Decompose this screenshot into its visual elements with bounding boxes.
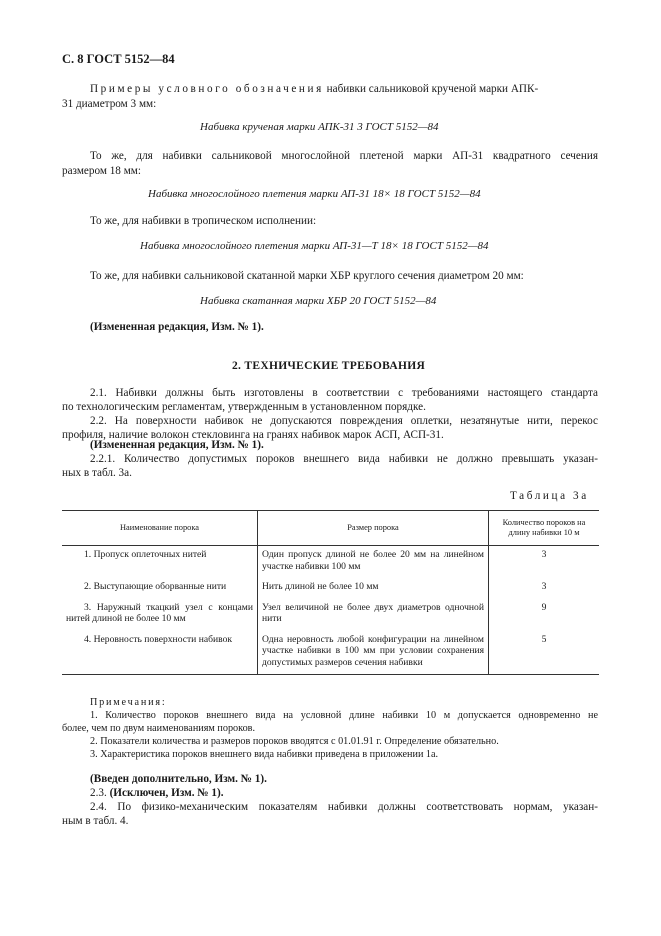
- page-header: С. 8 ГОСТ 5152—84: [62, 52, 175, 66]
- note-2: 2. Показатели количества и размеров пороков вводятся с 01.01.91 г. Определение обязательно.: [90, 736, 499, 747]
- clause-2-3: [90, 786, 224, 801]
- defect-count-cell: 3: [489, 578, 600, 599]
- defect-name-cell: 3. Наружный ткацкий узел с концами нитей длиной не более 10 мм: [66, 601, 253, 624]
- defect-name-cell: 1. Пропуск оплеточных нитей: [84, 549, 207, 560]
- defects-table-3a: [62, 510, 599, 675]
- table-row: [62, 546, 599, 579]
- added-amendment-note: (Введен дополнительно, Изм. № 1).: [90, 773, 267, 785]
- defect-size-cell: Один пропуск длиной не более 20 мм на линейном участке набивки 100 мм: [258, 546, 489, 579]
- clause-2-1-line2: по технологическим регламентам, утвержденным в установленном порядке.: [62, 401, 426, 413]
- example-paragraph-2-line1: То же, для набивки сальниковой многослойной плетеной марки АП-31 квадратного сечения: [90, 150, 598, 162]
- clause-2-2-1-line2: ных в табл. 3а.: [62, 467, 132, 479]
- clause-2-4-line2: ным в табл. 4.: [62, 815, 129, 827]
- note-1-line2: более, чем по двум наименованиям пороков.: [62, 723, 256, 734]
- example-paragraph-2-line2: размером 18 мм:: [62, 165, 141, 177]
- defect-name-cell: 2. Выступающие оборванные нити: [84, 581, 227, 592]
- defect-count-cell: 3: [489, 546, 600, 579]
- clause-2-3-number: 2.3.: [90, 787, 107, 799]
- examples-intro-line2: 31 диаметром 3 мм:: [62, 98, 157, 110]
- defect-size-cell: Одна неровность любой конфигурации на линейном участке набивки в 100 мм при условии сохранения допустимых размеров сечения набивки: [258, 631, 489, 675]
- note-1-line1: 1. Количество пороков внешнего вида на условной длине набивки 10 м допускается одновременно не: [90, 710, 598, 721]
- example-paragraph-3: То же, для набивки в тропическом исполнении:: [90, 215, 317, 227]
- clause-2-1-line1: 2.1. Набивки должны быть изготовлены в соответствии с требованиями настоящего стандарта: [90, 387, 598, 399]
- column-header-defect-size: Размер порока: [258, 511, 489, 546]
- table-header-row: [62, 511, 599, 546]
- column-header-defect-count: Количество пороков на длину набивки 10 м: [489, 511, 600, 546]
- table-row: [62, 578, 599, 599]
- clause-2-4-line1: 2.4. По физико-механическим показателям набивки должны соответствовать нормам, указан-: [90, 801, 598, 813]
- examples-intro-rest: набивки сальниковой крученой марки АПК-: [326, 83, 539, 95]
- section-2-title: 2. ТЕХНИЧЕСКИЕ ТРЕБОВАНИЯ: [232, 360, 426, 372]
- example-paragraph-4: То же, для набивки сальниковой скатанной марки ХБР круглого сечения диаметром 20 мм:: [90, 270, 524, 282]
- table-3a-caption: Таблица 3а: [510, 490, 589, 502]
- note-3: 3. Характеристика пороков внешнего вида набивки приведена в приложении 1а.: [90, 749, 439, 760]
- defect-size-cell: Узел величиной не более двух диаметров одночной нити: [258, 599, 489, 631]
- clause-2-2-amendment: (Измененная редакция, Изм. № 1).: [90, 439, 264, 451]
- clause-2-2-line2: профиля, наличие волокон стекловинга на гранях набивок марок АСП, АСП-31.: [62, 429, 444, 441]
- examples-intro-spaced: Примеры условного обозначения: [90, 83, 324, 95]
- table-row: [62, 631, 599, 675]
- clause-2-2-1-line1: 2.2.1. Количество допустимых пороков внешнего вида набивки не должно превышать указан-: [90, 453, 598, 465]
- example-designation-2: Набивка многослойного плетения марки АП-31 18× 18 ГОСТ 5152—84: [148, 188, 481, 200]
- defect-count-cell: 5: [489, 631, 600, 675]
- amendment-note-1: (Измененная редакция, Изм. № 1).: [90, 321, 264, 333]
- example-designation-1: Набивка крученая марки АПК-31 3 ГОСТ 5152—84: [200, 121, 439, 133]
- defect-count-cell: 9: [489, 599, 600, 631]
- defect-size-cell: Нить длиной не более 10 мм: [258, 578, 489, 599]
- clause-2-2-line1: 2.2. На поверхности набивок не допускаются повреждения оплетки, незатянутые нити, перекос: [90, 415, 598, 427]
- example-designation-3: Набивка многослойного плетения марки АП-31—Т 18× 18 ГОСТ 5152—84: [140, 240, 489, 252]
- column-header-defect-name: Наименование порока: [62, 511, 258, 546]
- examples-intro-line1: [90, 82, 538, 97]
- table-row: [62, 599, 599, 631]
- defect-name-cell: 4. Неровность поверхности набивок: [62, 631, 258, 675]
- clause-2-3-text: (Исключен, Изм. № 1).: [109, 787, 224, 799]
- notes-title: Примечания:: [90, 697, 167, 708]
- example-designation-4: Набивка скатанная марки ХБР 20 ГОСТ 5152—84: [200, 295, 437, 307]
